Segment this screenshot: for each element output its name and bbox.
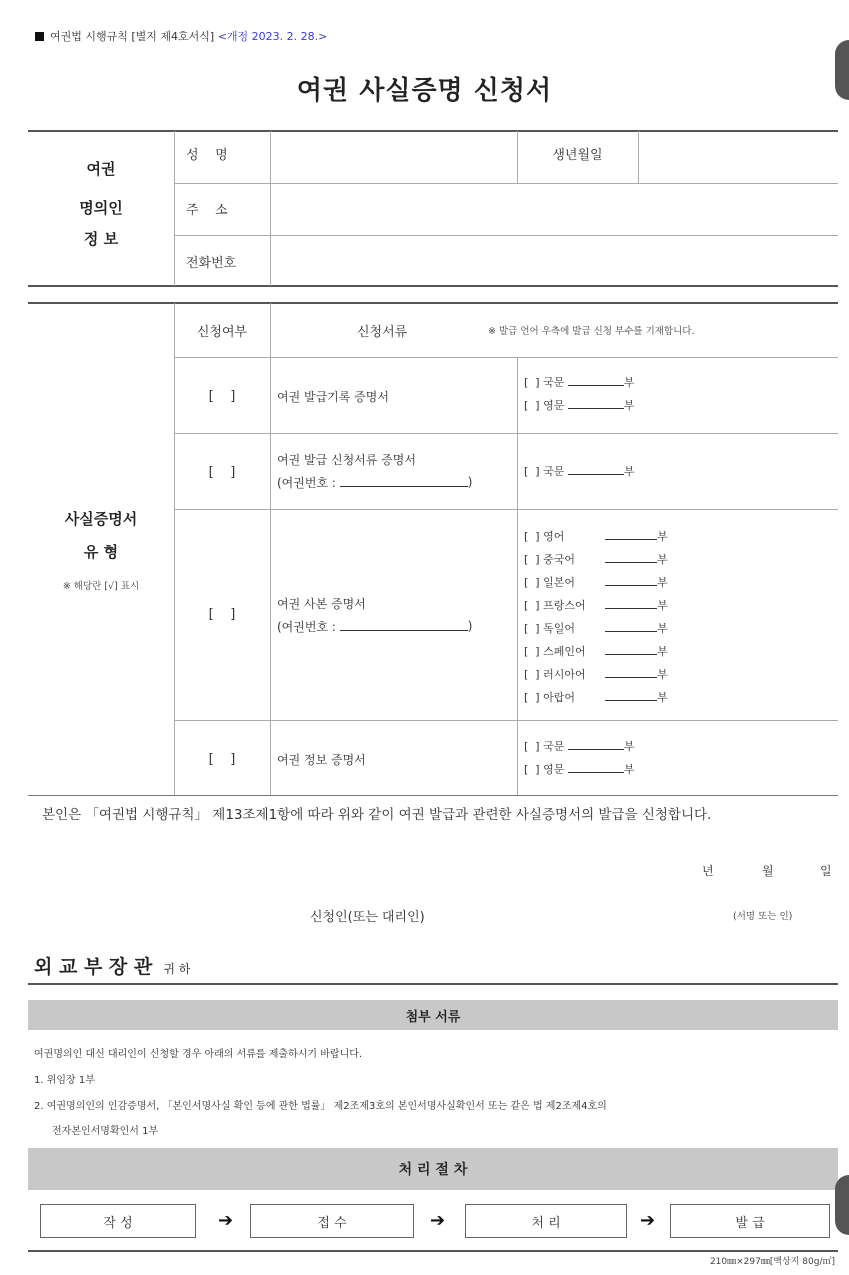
unit: 부	[657, 530, 668, 543]
step-receive: 접 수	[250, 1204, 414, 1238]
scroll-edge-indicator	[835, 40, 849, 100]
copies-field[interactable]	[568, 465, 624, 475]
arrow-right-icon: ➔	[218, 1210, 234, 1231]
unit: 부	[623, 740, 635, 753]
applicant-label: 신청인(또는 대리인)	[310, 910, 425, 925]
copies-field[interactable]	[605, 668, 657, 678]
copies-field[interactable]	[605, 553, 657, 563]
unit: 부	[623, 399, 635, 412]
lang-option[interactable]: [ ] 중국어 부	[524, 553, 668, 566]
passport-no-field[interactable]	[340, 477, 468, 487]
unit: 부	[657, 553, 668, 566]
attachment-item: 전자본인서명확인서 1부	[52, 1126, 159, 1137]
attachments-intro: 여권명의인 대신 대리인이 신청할 경우 아래의 서류를 제출하시기 바랍니다.	[34, 1049, 363, 1060]
attachments-header: 첨부 서류	[28, 1000, 838, 1030]
holder-label-3: 정 보	[83, 229, 119, 248]
cert-table-bottom-border	[28, 795, 838, 796]
lang-option[interactable]: [ ] 일본어 부	[524, 576, 668, 589]
lang-option[interactable]: [ ] 영어 부	[524, 530, 668, 543]
revision-date: <개정 2023. 2. 28.>	[217, 30, 328, 43]
col-divider	[270, 303, 271, 795]
apply-checkbox[interactable]: [ ]	[208, 464, 236, 480]
unit: 부	[657, 668, 668, 681]
recipient-name: 외 교 부 장 관	[34, 956, 153, 978]
attachment-item: 2. 여권명의인의 인감증명서, 「본인서명사실 확인 등에 관한 법률」 제2조제3호의 본인서명사실확인서 또는 같은 법 제2조제4호의	[34, 1101, 607, 1112]
copies-field[interactable]	[605, 530, 657, 540]
unit: 부	[657, 622, 668, 635]
col-docs-header: 신청서류	[357, 324, 408, 340]
row-divider	[174, 357, 838, 358]
declaration-text: 본인은 「여권법 시행규칙」 제13조제1항에 따라 위와 같이 여권 발급과 관련한 사실증명서의 발급을 신청합니다.	[42, 807, 712, 823]
phone-field[interactable]	[271, 236, 838, 285]
doc-name: 여권 발급기록 증명서	[277, 389, 389, 404]
passport-no-line: (여권번호 : )	[277, 475, 473, 490]
check-note: ※ 해당란 [√] 표시	[62, 581, 140, 592]
copies-field[interactable]	[605, 645, 657, 655]
attachment-item: 1. 위임장 1부	[34, 1075, 95, 1086]
table-bottom-border	[28, 285, 838, 287]
passport-no-line: (여권번호 : )	[277, 619, 473, 634]
date-day: 일	[820, 864, 832, 878]
copies-field[interactable]	[568, 376, 624, 386]
arrow-right-icon: ➔	[430, 1210, 446, 1231]
row-divider	[174, 433, 838, 434]
lang-name: 일본어	[543, 576, 575, 589]
passport-no-field[interactable]	[340, 621, 468, 631]
cert-type-label-2: 유 형	[83, 542, 119, 561]
col-divider	[174, 303, 175, 795]
lang-name: 국문	[543, 376, 565, 389]
passport-no-label: (여권번호 :	[277, 619, 336, 634]
footer-rule	[28, 1250, 838, 1252]
recipient-underline	[28, 983, 838, 985]
lang-option[interactable]: [ ] 아랍어 부	[524, 691, 668, 704]
lang-name: 영어	[543, 530, 565, 543]
recipient-suffix: 귀 하	[163, 962, 191, 976]
apply-checkbox[interactable]: [ ]	[208, 606, 236, 622]
lang-name: 프랑스어	[543, 599, 586, 612]
unit: 부	[657, 599, 668, 612]
address-label: 주 소	[186, 202, 228, 218]
name-field[interactable]	[271, 132, 517, 183]
lang-option[interactable]: [ ] 영문 부	[524, 763, 635, 776]
unit: 부	[657, 576, 668, 589]
step-issue: 발 급	[670, 1204, 830, 1238]
col-apply-header: 신청여부	[196, 324, 248, 340]
date-year: 년	[702, 864, 714, 878]
row-divider	[174, 509, 838, 510]
cert-type-label-1: 사실증명서	[64, 509, 138, 528]
copies-field[interactable]	[568, 399, 624, 409]
scroll-edge-indicator	[835, 1175, 849, 1235]
apply-checkbox[interactable]: [ ]	[208, 751, 236, 767]
lang-name: 스페인어	[543, 645, 586, 658]
lang-option[interactable]: [ ] 독일어 부	[524, 622, 668, 635]
copies-field[interactable]	[605, 576, 657, 586]
lang-name: 아랍어	[543, 691, 575, 704]
lang-name: 국문	[543, 465, 565, 478]
passport-no-label: (여권번호 :	[277, 475, 336, 490]
paper-spec: 210㎜×297㎜[백상지 80g/㎡]	[709, 1257, 835, 1267]
col-divider	[517, 358, 518, 795]
lang-option[interactable]: [ ] 국문 부	[524, 376, 635, 389]
name-label: 성 명	[186, 147, 228, 163]
unit: 부	[657, 645, 668, 658]
form-reference	[35, 28, 327, 44]
step-write: 작 성	[40, 1204, 196, 1238]
unit: 부	[623, 763, 635, 776]
holder-label-2: 명의인	[79, 198, 123, 217]
birth-field[interactable]	[639, 132, 838, 183]
birth-label: 생년월일	[552, 147, 603, 163]
doc-name: 여권 정보 증명서	[277, 752, 366, 767]
phone-label: 전화번호	[186, 255, 237, 271]
copies-field[interactable]	[605, 622, 657, 632]
lang-option[interactable]: [ ] 러시아어 부	[524, 668, 668, 681]
lang-name: 영문	[543, 399, 565, 412]
doc-name: 여권 사본 증명서	[277, 596, 366, 611]
lang-name: 중국어	[543, 553, 575, 566]
procedure-header: 처 리 절 차	[28, 1148, 838, 1190]
form-ref-text: 여권법 시행규칙 [별지 제4호서식]	[50, 30, 215, 43]
recipient	[34, 952, 190, 979]
address-field[interactable]	[271, 184, 838, 235]
copies-field[interactable]	[605, 599, 657, 609]
apply-checkbox[interactable]: [ ]	[208, 388, 236, 404]
unit: 부	[657, 691, 668, 704]
lang-option[interactable]: [ ] 프랑스어 부	[524, 599, 668, 612]
lang-option[interactable]: [ ] 영문 부	[524, 399, 635, 412]
row-divider	[174, 720, 838, 721]
lang-option[interactable]: [ ] 국문 부	[524, 740, 635, 753]
lang-option[interactable]: [ ] 스페인어 부	[524, 645, 668, 658]
arrow-right-icon: ➔	[640, 1210, 656, 1231]
doc-name: 여권 발급 신청서류 증명서	[277, 452, 416, 467]
page-title: 여권 사실증명 신청서	[296, 76, 553, 106]
lang-name: 독일어	[543, 622, 575, 635]
square-bullet-icon	[35, 32, 44, 41]
copies-field[interactable]	[568, 740, 624, 750]
col-divider	[174, 131, 175, 286]
unit: 부	[623, 465, 635, 478]
step-process: 처 리	[465, 1204, 627, 1238]
lang-option[interactable]: [ ] 국문 부	[524, 465, 635, 478]
lang-name: 러시아어	[543, 668, 586, 681]
cert-table-top-border	[28, 302, 838, 304]
date-month: 월	[762, 864, 774, 878]
lang-name: 국문	[543, 740, 565, 753]
lang-name: 영문	[543, 763, 565, 776]
unit: 부	[623, 376, 635, 389]
holder-label-1: 여권	[86, 159, 116, 178]
copies-field[interactable]	[568, 763, 624, 773]
copies-field[interactable]	[605, 691, 657, 701]
sign-label[interactable]: (서명 또는 인)	[733, 911, 793, 922]
col-note: ※ 발급 언어 우측에 발급 신청 부수를 기재합니다.	[488, 326, 695, 337]
